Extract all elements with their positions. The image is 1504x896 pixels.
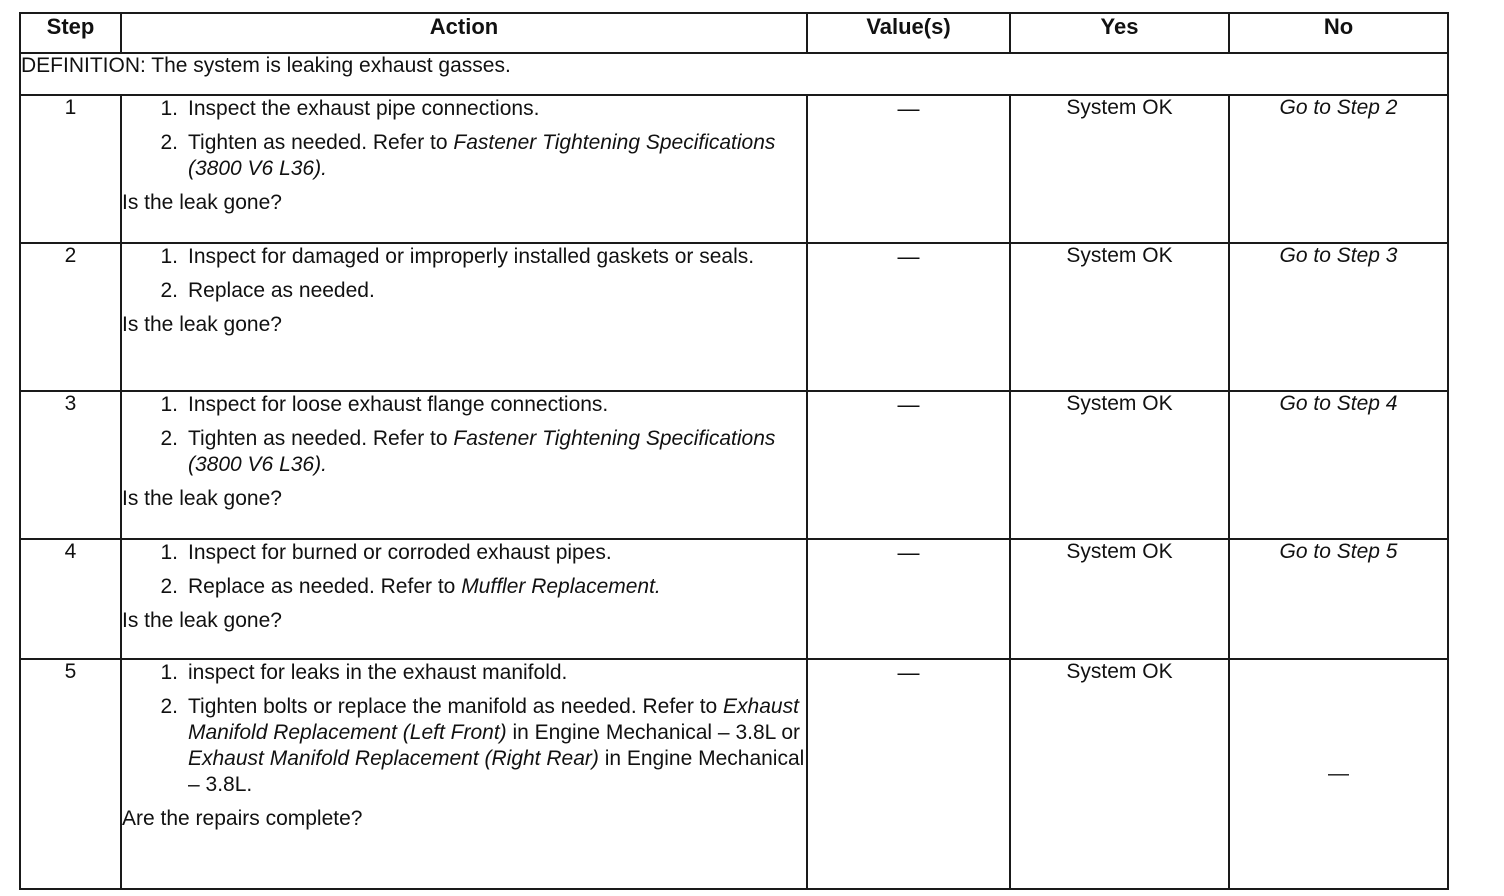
action-item-text xyxy=(188,694,806,798)
plain-text: Tighten as needed. Refer to xyxy=(188,427,454,450)
action-item-text xyxy=(188,574,806,600)
yes-result: System OK xyxy=(1010,243,1229,391)
header-no: No xyxy=(1229,13,1448,53)
header-yes: Yes xyxy=(1010,13,1229,53)
diagnostic-table xyxy=(19,12,1449,890)
action-question: Is the leak gone? xyxy=(122,609,282,632)
reference-text: Muffler Replacement. xyxy=(461,575,661,598)
action-list xyxy=(122,660,806,798)
step-row xyxy=(20,539,1448,659)
action-item-text xyxy=(188,130,806,182)
step-row xyxy=(20,659,1448,889)
plain-text: Replace as needed. Refer to xyxy=(188,575,462,598)
definition-row xyxy=(20,53,1448,95)
no-result xyxy=(1229,391,1448,539)
action-question: Is the leak gone? xyxy=(122,487,282,510)
plain-text: Inspect for loose exhaust flange connections. xyxy=(188,393,609,416)
no-result: — xyxy=(1229,659,1448,889)
plain-text: Replace as needed. xyxy=(188,279,375,302)
no-result xyxy=(1229,95,1448,243)
action-list xyxy=(122,540,806,600)
action-cell xyxy=(121,243,807,391)
action-item xyxy=(122,130,806,182)
yes-result: System OK xyxy=(1010,659,1229,889)
action-item-text xyxy=(188,244,806,270)
action-item-number: 2. xyxy=(160,695,178,718)
action-item xyxy=(122,392,806,418)
plain-text: in Engine Mechanical – 3.8L. xyxy=(188,747,805,796)
reference-text: Fastener Tightening Specifications (3800 V6 L36). xyxy=(188,427,776,476)
action-cell xyxy=(121,95,807,243)
action-list xyxy=(122,244,806,304)
action-list xyxy=(122,392,806,478)
no-result-text: Go to Step 5 xyxy=(1279,540,1398,563)
plain-text: in Engine Mechanical – 3.8L or xyxy=(506,721,801,744)
value-cell: — xyxy=(807,539,1010,659)
step-number: 5 xyxy=(20,659,121,889)
plain-text: Inspect the exhaust pipe connections. xyxy=(188,97,540,120)
action-cell xyxy=(121,391,807,539)
value-cell: — xyxy=(807,391,1010,539)
action-item-number: 1. xyxy=(160,393,178,416)
value-cell: — xyxy=(807,95,1010,243)
step-number: 1 xyxy=(20,95,121,243)
step-row xyxy=(20,391,1448,539)
step-number: 2 xyxy=(20,243,121,391)
action-item-text xyxy=(188,278,806,304)
action-item-number: 1. xyxy=(160,97,178,120)
definition-text: DEFINITION: The system is leaking exhaust gasses. xyxy=(20,53,1448,95)
no-result-text: Go to Step 3 xyxy=(1279,244,1398,267)
plain-text: Inspect for burned or corroded exhaust pipes. xyxy=(188,541,612,564)
no-result-text: Go to Step 4 xyxy=(1279,392,1398,415)
action-item xyxy=(122,96,806,122)
action-item-number: 1. xyxy=(160,245,178,268)
step-row xyxy=(20,95,1448,243)
action-item-number: 2. xyxy=(160,279,178,302)
action-list xyxy=(122,96,806,182)
action-cell xyxy=(121,659,807,889)
plain-text: inspect for leaks in the exhaust manifold. xyxy=(188,661,568,684)
action-item-text xyxy=(188,392,806,418)
action-item-number: 1. xyxy=(160,541,178,564)
value-cell: — xyxy=(807,659,1010,889)
action-item xyxy=(122,278,806,304)
action-question: Is the leak gone? xyxy=(122,313,282,336)
no-result xyxy=(1229,243,1448,391)
action-item-number: 2. xyxy=(160,575,178,598)
action-item-number: 2. xyxy=(160,427,178,450)
action-item xyxy=(122,426,806,478)
reference-text: Fastener Tightening Specifications (3800 V6 L36). xyxy=(188,131,776,180)
reference-text: Exhaust Manifold Replacement (Right Rear) xyxy=(188,747,599,770)
step-row xyxy=(20,243,1448,391)
plain-text: Inspect for damaged or improperly installed gaskets or seals. xyxy=(188,245,755,268)
header-row xyxy=(20,13,1448,53)
yes-result: System OK xyxy=(1010,539,1229,659)
action-item xyxy=(122,540,806,566)
yes-result: System OK xyxy=(1010,95,1229,243)
no-result-text: Go to Step 2 xyxy=(1279,96,1398,119)
step-number: 4 xyxy=(20,539,121,659)
no-result xyxy=(1229,539,1448,659)
action-item-text xyxy=(188,540,806,566)
value-cell: — xyxy=(807,243,1010,391)
plain-text: Tighten as needed. Refer to xyxy=(188,131,454,154)
step-number: 3 xyxy=(20,391,121,539)
action-item xyxy=(122,574,806,600)
action-item-text xyxy=(188,426,806,478)
action-item-text xyxy=(188,660,806,686)
header-step: Step xyxy=(20,13,121,53)
action-item xyxy=(122,694,806,798)
action-cell xyxy=(121,539,807,659)
header-action: Action xyxy=(121,13,807,53)
reference-text: Exhaust Manifold Replacement (Left Front) xyxy=(188,695,799,744)
action-item xyxy=(122,244,806,270)
action-question: Are the repairs complete? xyxy=(122,807,363,830)
action-item-number: 2. xyxy=(160,131,178,154)
action-item-text xyxy=(188,96,806,122)
plain-text: Tighten bolts or replace the manifold as needed. Refer to xyxy=(188,695,724,718)
action-item xyxy=(122,660,806,686)
action-question: Is the leak gone? xyxy=(122,191,282,214)
action-item-number: 1. xyxy=(160,661,178,684)
header-values: Value(s) xyxy=(807,13,1010,53)
yes-result: System OK xyxy=(1010,391,1229,539)
